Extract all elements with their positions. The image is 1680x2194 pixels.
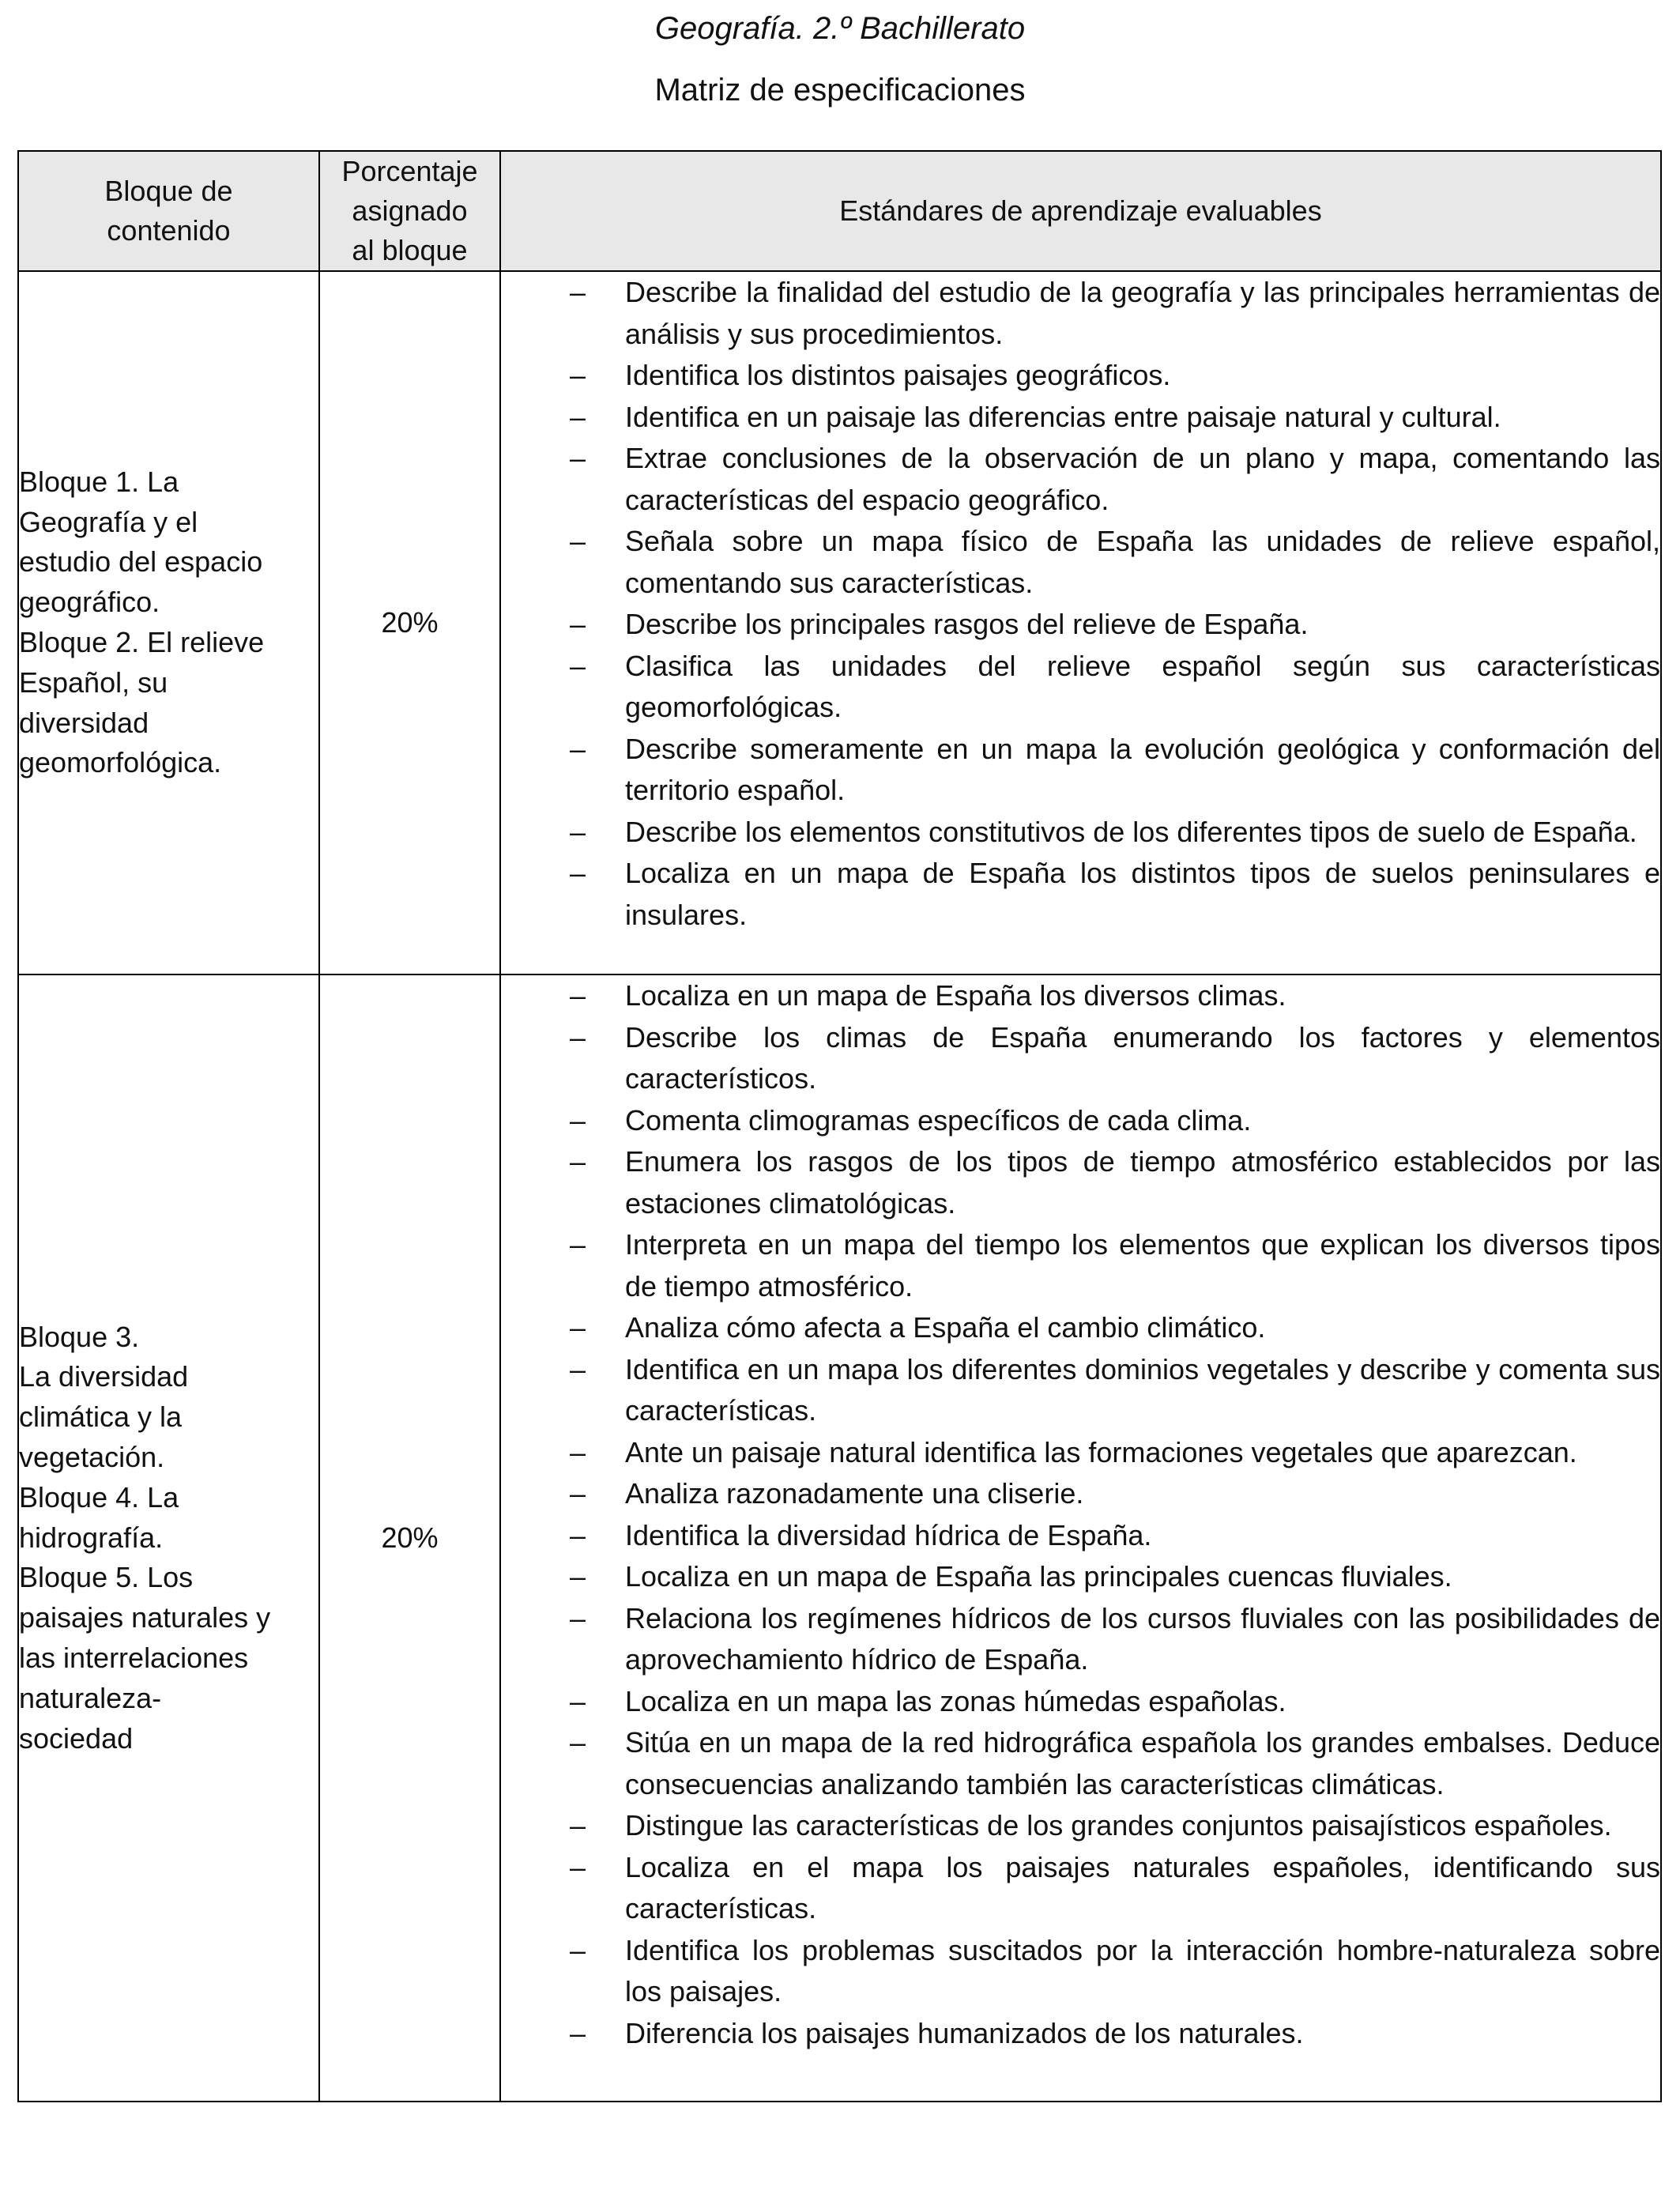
standard-text: Relaciona los regímenes hídricos de los cursos fluviales con las posibilidades de aprovechamiento hídrico de España. <box>625 1601 1660 1676</box>
standard-text: Diferencia los paisajes humanizados de los naturales. <box>625 2016 1304 2049</box>
header-percent-line: Porcentaje <box>341 155 478 187</box>
block-label-line: las interrelaciones <box>19 1641 249 1674</box>
standard-text: Localiza en un mapa las zonas húmedas españolas. <box>625 1684 1286 1717</box>
dash-bullet-icon: – <box>570 1103 586 1137</box>
standard-item <box>501 1100 1660 1142</box>
block-label-line: Bloque 4. La <box>19 1480 179 1514</box>
standard-text: Extrae conclusiones de la observación de un plano y mapa, comentando las características del espacio geográfico. <box>625 442 1660 516</box>
standard-item <box>501 438 1660 521</box>
standard-item <box>501 1224 1660 1307</box>
dash-bullet-icon: – <box>570 525 586 557</box>
dash-bullet-icon: – <box>570 1809 586 1842</box>
block-cell <box>18 271 319 974</box>
block-label-line: estudio del espacio <box>19 545 263 579</box>
dash-bullet-icon: – <box>570 649 586 682</box>
standard-item <box>501 1930 1660 2013</box>
block-label-line: Bloque 2. El relieve <box>19 626 265 658</box>
dash-bullet-icon: – <box>570 979 586 1012</box>
standard-text: Localiza en un mapa de España los diversos climas. <box>625 979 1286 1012</box>
dash-bullet-icon: – <box>570 1352 586 1385</box>
block-label-line: geográfico. <box>19 586 160 619</box>
dash-bullet-icon: – <box>570 815 586 848</box>
standard-text: Clasifica las unidades del relieve español según sus características geomorfológicas. <box>625 649 1660 723</box>
header-percent <box>319 151 500 271</box>
standard-item <box>501 521 1660 604</box>
standard-text: Identifica los distintos paisajes geográficos. <box>625 359 1171 391</box>
block-label-line: Bloque 1. La <box>19 465 179 498</box>
standard-text: Describe los principales rasgos del relieve de España. <box>625 608 1309 640</box>
standard-item <box>501 1556 1660 1598</box>
dash-bullet-icon: – <box>570 1726 586 1759</box>
block-label-line: Español, su <box>19 665 168 699</box>
header-block-line: Bloque de <box>104 175 233 207</box>
dash-bullet-icon: – <box>570 1228 586 1261</box>
dash-bullet-icon: – <box>570 1145 586 1178</box>
dash-bullet-icon: – <box>570 1311 586 1344</box>
dash-bullet-icon: – <box>570 608 586 640</box>
standard-item <box>501 1349 1660 1432</box>
standards-list <box>501 975 1660 2054</box>
standard-item <box>501 272 1660 355</box>
standards-cell <box>500 974 1661 2102</box>
dash-bullet-icon: – <box>570 2016 586 2049</box>
specifications-table <box>17 150 1662 2102</box>
standard-text: Señala sobre un mapa físico de España las unidades de relieve español, comentando sus características. <box>625 525 1660 599</box>
document-title: Geografía. 2.º Bachillerato <box>654 11 1026 46</box>
standard-item <box>501 1515 1660 1557</box>
block-label-line: diversidad <box>19 706 149 739</box>
block-label-line: sociedad <box>19 1721 134 1755</box>
standard-item <box>501 1681 1660 1723</box>
dash-bullet-icon: – <box>570 1518 586 1551</box>
standard-text: Localiza en un mapa de España los distintos tipos de suelos peninsulares e insulares. <box>625 857 1660 931</box>
standard-item <box>501 355 1660 397</box>
table-header-row <box>18 151 1661 271</box>
standard-item <box>501 975 1660 1017</box>
block-label-line: Bloque 5. Los <box>19 1561 194 1594</box>
standard-item <box>501 2013 1660 2055</box>
dash-bullet-icon: – <box>570 359 586 391</box>
standard-item <box>501 1141 1660 1224</box>
table-row <box>18 271 1661 974</box>
dash-bullet-icon: – <box>570 1435 586 1468</box>
standard-text: Identifica en un paisaje las diferencias entre paisaje natural y cultural. <box>625 400 1501 433</box>
standards-cell <box>500 271 1661 974</box>
standard-text: Enumera los rasgos de los tipos de tiempo atmosférico establecidos por las estaciones climatológicas. <box>625 1145 1660 1220</box>
header-percent-line: asignado <box>352 194 468 227</box>
dash-bullet-icon: – <box>570 1684 586 1717</box>
block-label-line: paisajes naturales y <box>19 1601 271 1634</box>
standard-text: Describe someramente en un mapa la evolución geológica y conformación del territorio español. <box>625 732 1660 806</box>
standard-item <box>501 1598 1660 1681</box>
standard-text: Interpreta en un mapa del tiempo los elementos que explican los diversos tipos de tiempo atmosférico. <box>625 1228 1660 1302</box>
standard-item <box>501 812 1660 854</box>
dash-bullet-icon: – <box>570 1933 586 1966</box>
header-block <box>18 151 319 271</box>
dash-bullet-icon: – <box>570 276 586 308</box>
standard-text: Describe los elementos constitutivos de los diferentes tipos de suelo de España. <box>625 815 1637 848</box>
percent-cell: 20% <box>319 271 500 974</box>
block-label-line: Geografía y el <box>19 505 198 538</box>
header-standards: Estándares de aprendizaje evaluables <box>500 151 1661 271</box>
block-label-line: La diversidad <box>19 1360 189 1393</box>
standard-text: Describe la finalidad del estudio de la geografía y las principales herramientas de análisis y sus procedimientos. <box>625 276 1660 350</box>
block-label-line: vegetación. <box>19 1441 165 1473</box>
standard-text: Localiza en un mapa de España las principales cuencas fluviales. <box>625 1560 1452 1593</box>
percent-cell: 20% <box>319 974 500 2102</box>
block-label-line: geomorfológica. <box>19 746 222 779</box>
table-row <box>18 974 1661 2102</box>
standard-item <box>501 397 1660 439</box>
standard-item <box>501 1473 1660 1515</box>
dash-bullet-icon: – <box>570 442 586 474</box>
header-block-line: contenido <box>107 214 231 247</box>
standard-item <box>501 729 1660 812</box>
standard-text: Identifica los problemas suscitados por la interacción hombre-naturaleza sobre los paisajes. <box>625 1933 1660 2007</box>
standards-list <box>501 272 1660 936</box>
standard-item <box>501 1847 1660 1930</box>
dash-bullet-icon: – <box>570 732 586 765</box>
standard-text: Sitúa en un mapa de la red hidrográfica española los grandes embalses. Deduce consecuencias analizando también las características climáticas. <box>625 1726 1660 1800</box>
standard-text: Localiza en el mapa los paisajes naturales españoles, identificando sus características. <box>625 1850 1660 1924</box>
standard-text: Analiza cómo afecta a España el cambio climático. <box>625 1311 1266 1344</box>
standard-item <box>501 1017 1660 1100</box>
standard-item <box>501 1805 1660 1847</box>
standard-text: Identifica la diversidad hídrica de España. <box>625 1518 1152 1551</box>
dash-bullet-icon: – <box>570 1477 586 1510</box>
block-cell <box>18 974 319 2102</box>
block-label-line: hidrografía. <box>19 1521 164 1554</box>
dash-bullet-icon: – <box>570 1560 586 1593</box>
dash-bullet-icon: – <box>570 400 586 433</box>
standard-text: Distingue las características de los grandes conjuntos paisajísticos españoles. <box>625 1809 1612 1842</box>
document-subtitle: Matriz de especificaciones <box>654 73 1026 107</box>
standard-item <box>501 604 1660 646</box>
standard-item <box>501 853 1660 936</box>
standard-item <box>501 1307 1660 1349</box>
standard-text: Identifica en un mapa los diferentes dominios vegetales y describe y comenta sus características. <box>625 1352 1660 1427</box>
dash-bullet-icon: – <box>570 1020 586 1054</box>
standard-text: Ante un paisaje natural identifica las formaciones vegetales que aparezcan. <box>625 1435 1577 1468</box>
dash-bullet-icon: – <box>570 1850 586 1883</box>
standard-item <box>501 1432 1660 1474</box>
standard-text: Describe los climas de España enumerando los factores y elementos característicos. <box>625 1020 1660 1095</box>
dash-bullet-icon: – <box>570 1601 586 1634</box>
standard-text: Comenta climogramas específicos de cada clima. <box>625 1103 1252 1137</box>
block-label-line: climática y la <box>19 1400 183 1434</box>
standard-item <box>501 1722 1660 1805</box>
block-label-line: naturaleza- <box>19 1681 162 1714</box>
standard-text: Analiza razonadamente una cliserie. <box>625 1477 1084 1510</box>
header-percent-line: al bloque <box>352 234 468 266</box>
standard-item <box>501 646 1660 729</box>
block-label-line: Bloque 3. <box>19 1320 140 1353</box>
dash-bullet-icon: – <box>570 857 586 889</box>
